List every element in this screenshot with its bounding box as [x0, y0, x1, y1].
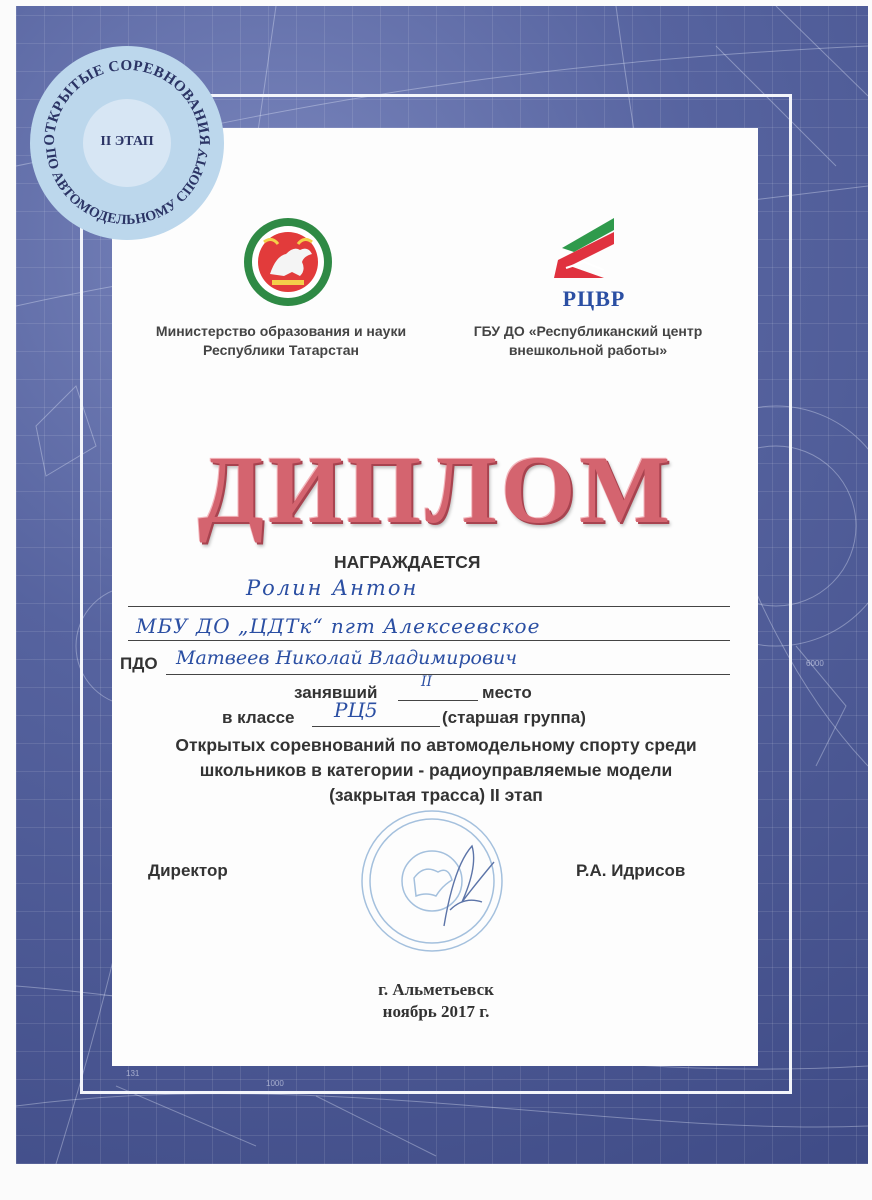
svg-text:1000: 1000 — [266, 1079, 284, 1088]
event-line-2: школьников в категории - радиоуправляемые модели — [199, 760, 673, 780]
footer-date: ноябрь 2017 г. — [382, 1002, 490, 1021]
org-left-line-1: Министерство образования и науки — [155, 323, 407, 339]
place-value: II — [421, 674, 433, 690]
badge-stage: II ЭТАП — [100, 134, 154, 149]
tatarstan-emblem-icon — [242, 216, 334, 308]
official-stamp-icon — [354, 806, 514, 956]
event-badge — [30, 46, 224, 240]
badge-arc-bottom: ПО АВТОМОДЕЛЬНОМУ СПОРТУ — [42, 147, 212, 229]
class-prefix: в классе — [222, 708, 295, 727]
svg-text:131: 131 — [126, 1069, 140, 1078]
recipient-name: Ролин Антон — [246, 576, 419, 600]
blueprint-background — [16, 6, 868, 1164]
org-left — [146, 322, 416, 360]
institution-underline — [128, 640, 730, 641]
diploma-title: ДИПЛОМ — [197, 436, 675, 543]
svg-text:6000: 6000 — [806, 659, 824, 668]
org-right-line-2: внешкольной работы» — [508, 342, 668, 358]
awarded-label: НАГРАЖДАЕТСЯ — [334, 552, 481, 572]
event-line-1: Открытых соревнований по автомодельному спорту среди — [175, 735, 697, 755]
class-value: РЦ5 — [334, 698, 378, 722]
place-underline — [398, 700, 478, 701]
class-underline — [312, 726, 440, 727]
rcvr-logo — [544, 212, 644, 312]
signature-role: Директор — [148, 861, 228, 880]
org-right — [448, 322, 728, 360]
org-right-line-1: ГБУ ДО «Республиканский центр — [473, 323, 703, 339]
class-suffix: (старшая группа) — [442, 708, 586, 727]
org-left-line-2: Республики Татарстан — [203, 342, 359, 358]
footer-city: г. Альметьевск — [378, 980, 494, 999]
rcvr-logo-text: РЦВР — [562, 286, 626, 311]
badge-arc-top: ОТКРЫТЫЕ СОРЕВНОВАНИЯ — [41, 57, 213, 147]
place-suffix: место — [482, 683, 532, 702]
event-description — [116, 733, 756, 808]
institution-value: МБУ ДО „ЦДТк“ пгт Алексеевское — [136, 614, 541, 638]
signature-name: Р.А. Идрисов — [576, 861, 686, 880]
rcvr-flag-icon — [544, 212, 644, 286]
event-line-3: (закрытая трасса) II этап — [329, 785, 543, 805]
pdo-underline — [166, 674, 730, 675]
name-underline — [128, 606, 730, 607]
place-prefix: занявший — [294, 683, 378, 702]
pdo-label: ПДО — [120, 654, 158, 673]
pdo-value: Матвеев Николай Владимирович — [176, 647, 518, 669]
